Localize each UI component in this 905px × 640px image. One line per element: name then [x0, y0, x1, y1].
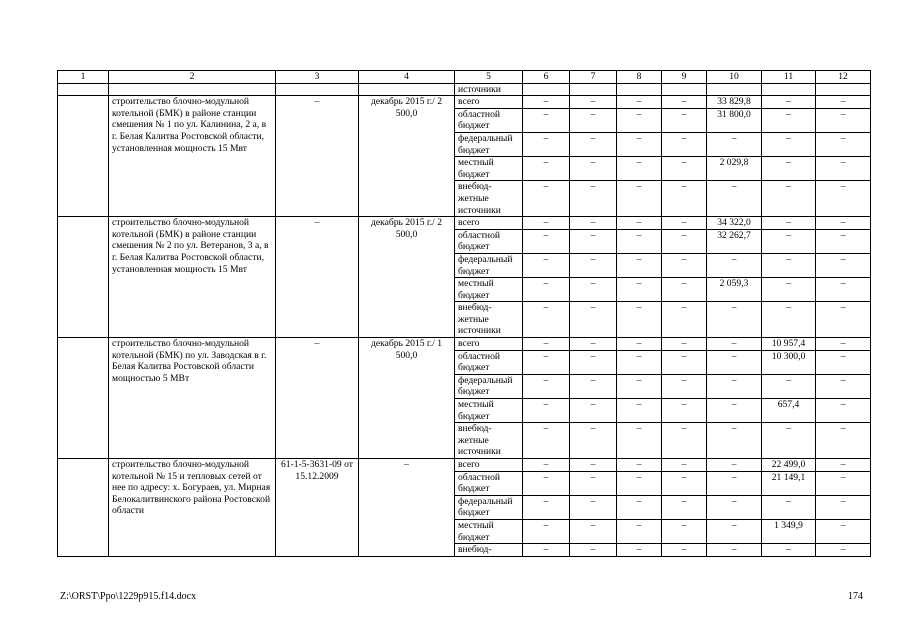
table-cell — [617, 83, 662, 96]
table-cell — [359, 83, 455, 96]
column-header: 3 — [276, 71, 359, 84]
value-cell: – — [617, 399, 662, 423]
value-cell: – — [523, 423, 570, 459]
column-header: 7 — [570, 71, 617, 84]
value-cell: – — [816, 96, 871, 109]
column-header: 6 — [523, 71, 570, 84]
source-cell: федеральный бюджет — [455, 132, 523, 156]
value-cell: – — [523, 399, 570, 423]
value-cell: – — [662, 471, 707, 495]
value-cell: 657,4 — [762, 399, 816, 423]
value-cell: – — [570, 471, 617, 495]
source-cell: внебюд-жетные источники — [455, 423, 523, 459]
value-cell: – — [617, 338, 662, 351]
value-cell: – — [570, 338, 617, 351]
value-cell: – — [617, 544, 662, 557]
value-cell: – — [762, 374, 816, 398]
value-cell: – — [570, 459, 617, 472]
value-cell: – — [570, 217, 617, 230]
expertise-cell: – — [276, 338, 359, 459]
table-cell — [816, 83, 871, 96]
value-cell: – — [570, 181, 617, 217]
value-cell: 32 262,7 — [707, 229, 762, 253]
value-cell: – — [816, 157, 871, 181]
value-cell: – — [570, 423, 617, 459]
source-cell: федеральный бюджет — [455, 253, 523, 277]
value-cell: – — [816, 217, 871, 230]
table-cell — [762, 83, 816, 96]
value-cell: – — [762, 253, 816, 277]
value-cell: – — [762, 181, 816, 217]
source-cell: областной бюджет — [455, 350, 523, 374]
table-cell — [662, 83, 707, 96]
value-cell: – — [707, 302, 762, 338]
value-cell: – — [617, 519, 662, 543]
table-cell — [570, 83, 617, 96]
value-cell: – — [617, 217, 662, 230]
source-cell: всего — [455, 217, 523, 230]
table-row — [58, 83, 871, 96]
value-cell: – — [570, 374, 617, 398]
value-cell: – — [816, 229, 871, 253]
value-cell: – — [617, 229, 662, 253]
value-cell: – — [523, 96, 570, 109]
value-cell: – — [523, 132, 570, 156]
value-cell: – — [662, 217, 707, 230]
value-cell: – — [762, 96, 816, 109]
project-description: строительство блочно-модульной котельной № 15 и тепловых сетей от нее по адресу: х. Богураев, ул. Мирная Белокалитвинского района Ростовской области — [109, 459, 276, 557]
value-cell: – — [617, 278, 662, 302]
value-cell: – — [662, 229, 707, 253]
expertise-cell: – — [276, 217, 359, 338]
row-number-cell — [58, 459, 109, 557]
value-cell: – — [617, 181, 662, 217]
value-cell: – — [570, 108, 617, 132]
source-cell: областной бюджет — [455, 108, 523, 132]
value-cell: – — [707, 495, 762, 519]
source-cell: всего — [455, 96, 523, 109]
value-cell: – — [570, 399, 617, 423]
value-cell: – — [816, 338, 871, 351]
value-cell: – — [816, 350, 871, 374]
column-header: 10 — [707, 71, 762, 84]
value-cell: – — [762, 108, 816, 132]
source-cell: местный бюджет — [455, 399, 523, 423]
value-cell: – — [762, 278, 816, 302]
table-row — [58, 459, 871, 472]
value-cell: – — [570, 302, 617, 338]
value-cell: – — [662, 338, 707, 351]
value-cell: – — [570, 350, 617, 374]
value-cell: – — [662, 495, 707, 519]
value-cell: 2 059,3 — [707, 278, 762, 302]
value-cell: – — [617, 350, 662, 374]
value-cell: – — [570, 278, 617, 302]
project-description: строительство блочно-модульной котельной (БМК) по ул. Заводская в г. Белая Калитва Ростовской области мощностью 5 МВт — [109, 338, 276, 459]
source-cell: внебюд- — [455, 544, 523, 557]
value-cell: – — [816, 132, 871, 156]
document-page — [57, 70, 870, 557]
value-cell: – — [523, 229, 570, 253]
column-header: 5 — [455, 71, 523, 84]
row-number-cell — [58, 96, 109, 217]
value-cell: – — [662, 399, 707, 423]
value-cell: – — [662, 253, 707, 277]
column-header: 4 — [359, 71, 455, 84]
column-header: 1 — [58, 71, 109, 84]
value-cell: – — [617, 253, 662, 277]
row-number-cell — [58, 338, 109, 459]
value-cell: – — [662, 132, 707, 156]
value-cell: – — [617, 157, 662, 181]
value-cell: – — [816, 471, 871, 495]
value-cell: 2 029,8 — [707, 157, 762, 181]
value-cell: – — [662, 350, 707, 374]
budget-table — [57, 70, 871, 557]
value-cell: – — [707, 399, 762, 423]
source-cell: внебюд-жетные источники — [455, 302, 523, 338]
source-cell: местный бюджет — [455, 519, 523, 543]
expertise-cell: 61-1-5-3631-09 от 15.12.2009 — [276, 459, 359, 557]
value-cell: – — [707, 423, 762, 459]
deadline-cost-cell: декабрь 2015 г./ 1 500,0 — [359, 338, 455, 459]
value-cell: – — [617, 495, 662, 519]
value-cell: – — [523, 217, 570, 230]
value-cell: – — [707, 544, 762, 557]
page-number: 174 — [848, 591, 863, 602]
value-cell: – — [570, 253, 617, 277]
source-cell: федеральный бюджет — [455, 495, 523, 519]
value-cell: – — [816, 544, 871, 557]
value-cell: – — [523, 181, 570, 217]
value-cell: – — [662, 157, 707, 181]
table-row — [58, 217, 871, 230]
deadline-cost-cell: – — [359, 459, 455, 557]
value-cell: – — [707, 132, 762, 156]
value-cell: – — [570, 495, 617, 519]
value-cell: – — [662, 108, 707, 132]
value-cell: – — [617, 423, 662, 459]
project-description: строительство блочно-модульной котельной (БМК) в районе станции смешения № 1 по ул. Калинина, 2 а, в г. Белая Калитва Ростовской области, установленная мощность 15 Мвт — [109, 96, 276, 217]
value-cell: – — [762, 157, 816, 181]
value-cell: – — [617, 459, 662, 472]
value-cell: 1 349,9 — [762, 519, 816, 543]
value-cell: 10 957,4 — [762, 338, 816, 351]
value-cell: – — [816, 459, 871, 472]
value-cell: 21 149,1 — [762, 471, 816, 495]
deadline-cost-cell: декабрь 2015 г./ 2 500,0 — [359, 96, 455, 217]
table-row — [58, 96, 871, 109]
value-cell: 22 499,0 — [762, 459, 816, 472]
value-cell: – — [762, 302, 816, 338]
value-cell: – — [762, 229, 816, 253]
value-cell: 33 829,8 — [707, 96, 762, 109]
value-cell: – — [707, 338, 762, 351]
table-cell — [109, 83, 276, 96]
value-cell: – — [816, 495, 871, 519]
value-cell: – — [617, 471, 662, 495]
source-cell: внебюд-жетные источники — [455, 181, 523, 217]
value-cell: – — [816, 399, 871, 423]
column-header: 2 — [109, 71, 276, 84]
value-cell: 31 800,0 — [707, 108, 762, 132]
value-cell: – — [523, 278, 570, 302]
value-cell: – — [816, 108, 871, 132]
value-cell: – — [570, 544, 617, 557]
value-cell: – — [523, 157, 570, 181]
value-cell: – — [762, 495, 816, 519]
deadline-cost-cell: декабрь 2015 г./ 2 500,0 — [359, 217, 455, 338]
value-cell: – — [662, 278, 707, 302]
value-cell: – — [816, 253, 871, 277]
value-cell: – — [570, 229, 617, 253]
value-cell: – — [662, 423, 707, 459]
value-cell: – — [662, 459, 707, 472]
value-cell: – — [707, 519, 762, 543]
value-cell: – — [762, 217, 816, 230]
value-cell: – — [523, 519, 570, 543]
value-cell: – — [662, 302, 707, 338]
project-description: строительство блочно-модульной котельной (БМК) в районе станции смешения № 2 по ул. Ветеранов, 3 а, в г. Белая Калитва Ростовской области, установленная мощность 15 Мвт — [109, 217, 276, 338]
value-cell: – — [523, 495, 570, 519]
value-cell: – — [816, 519, 871, 543]
value-cell: – — [617, 108, 662, 132]
source-cell: местный бюджет — [455, 278, 523, 302]
value-cell: – — [707, 459, 762, 472]
table-cell — [523, 83, 570, 96]
source-cell: всего — [455, 338, 523, 351]
value-cell: – — [523, 253, 570, 277]
source-cell: областной бюджет — [455, 471, 523, 495]
value-cell: – — [816, 181, 871, 217]
value-cell: – — [707, 350, 762, 374]
value-cell: – — [570, 132, 617, 156]
source-cell: областной бюджет — [455, 229, 523, 253]
value-cell: – — [707, 181, 762, 217]
source-cell: источники — [455, 83, 523, 96]
value-cell: – — [617, 132, 662, 156]
value-cell: – — [762, 544, 816, 557]
value-cell: – — [523, 302, 570, 338]
value-cell: – — [617, 374, 662, 398]
value-cell: – — [662, 181, 707, 217]
value-cell: 10 300,0 — [762, 350, 816, 374]
value-cell: – — [662, 96, 707, 109]
value-cell: – — [617, 302, 662, 338]
expertise-cell: – — [276, 96, 359, 217]
table-row — [58, 338, 871, 351]
value-cell: – — [662, 519, 707, 543]
table-body — [58, 71, 871, 557]
value-cell: – — [570, 96, 617, 109]
source-cell: всего — [455, 459, 523, 472]
value-cell: – — [523, 471, 570, 495]
value-cell: – — [816, 302, 871, 338]
value-cell: – — [523, 350, 570, 374]
table-cell — [58, 83, 109, 96]
value-cell: – — [662, 374, 707, 398]
table-cell — [276, 83, 359, 96]
value-cell: – — [523, 338, 570, 351]
value-cell: – — [570, 157, 617, 181]
value-cell: – — [523, 459, 570, 472]
footer-file-path: Z:\ORST\Ppo\1229p915.f14.docx — [60, 591, 197, 602]
value-cell: 34 322,0 — [707, 217, 762, 230]
value-cell: – — [617, 96, 662, 109]
source-cell: федеральный бюджет — [455, 374, 523, 398]
value-cell: – — [662, 544, 707, 557]
value-cell: – — [570, 519, 617, 543]
value-cell: – — [523, 108, 570, 132]
row-number-cell — [58, 217, 109, 338]
value-cell: – — [707, 471, 762, 495]
header-row — [58, 71, 871, 84]
source-cell: местный бюджет — [455, 157, 523, 181]
value-cell: – — [816, 374, 871, 398]
value-cell: – — [523, 374, 570, 398]
value-cell: – — [762, 132, 816, 156]
value-cell: – — [707, 253, 762, 277]
value-cell: – — [816, 278, 871, 302]
value-cell: – — [523, 544, 570, 557]
column-header: 12 — [816, 71, 871, 84]
value-cell: – — [816, 423, 871, 459]
column-header: 11 — [762, 71, 816, 84]
column-header: 8 — [617, 71, 662, 84]
column-header: 9 — [662, 71, 707, 84]
value-cell: – — [762, 423, 816, 459]
table-cell — [707, 83, 762, 96]
value-cell: – — [707, 374, 762, 398]
